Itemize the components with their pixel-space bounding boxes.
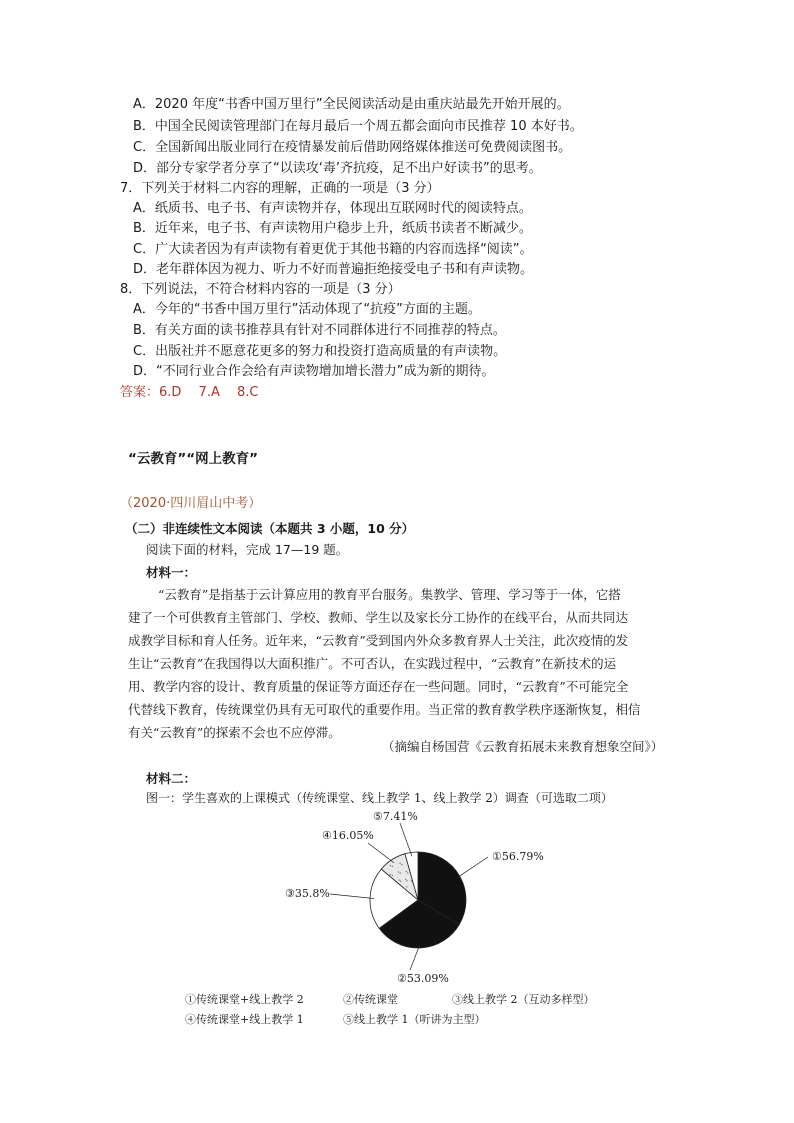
material1-line: “云教育”是指基于云计算应用的教育平台服务。集教学、管理、学习等于一体，它搭 xyxy=(158,587,621,602)
answer-key: 答案：6.D 7.A 8.C xyxy=(120,385,259,400)
q8-option-c: C．出版社并不愿意花更多的努力和投资打造高质量的有声读物。 xyxy=(133,344,507,359)
pie-slice-4-texture xyxy=(406,886,407,887)
q7-option-d: D．老年群体因为视力、听力不好而普遍拒绝接受电子书和有声读物。 xyxy=(133,262,534,277)
pie-label-3: ③35.8% xyxy=(285,887,330,900)
pie-leader-1 xyxy=(456,857,488,878)
pie-slice-4-texture xyxy=(404,888,405,889)
legend-item-4: ④传统课堂+线上教学 1 xyxy=(185,1013,304,1026)
material1-line: 代替线下教育，传统课堂仍具有无可取代的重要作用。当正常的教育教学秩序逐渐恢复，相信 xyxy=(128,702,641,717)
q8-stem: 8．下列说法，不符合材料内容的一项是（3 分） xyxy=(120,282,401,297)
pie-slice-4-texture xyxy=(399,863,400,864)
pie-chart xyxy=(260,805,560,990)
pie-slice-4-texture xyxy=(398,871,399,872)
pie-slice-4-texture xyxy=(400,881,401,882)
q8-option-a: A．今年的“书香中国万里行”活动体现了“抗疫”方面的主题。 xyxy=(133,302,481,317)
material1-citation: （摘编自杨国营《云教育拓展未来教育想象空间》） xyxy=(382,739,664,754)
material1-label: 材料一： xyxy=(146,565,197,580)
pie-slice-4-texture xyxy=(392,866,393,867)
material2-label: 材料二： xyxy=(146,771,197,786)
section-title: “云教育”“网上教育” xyxy=(128,451,258,467)
q6-option-d: D．部分专家学者分享了“以读攻‘毒’齐抗疫，足不出户好读书”的思考。 xyxy=(133,161,542,176)
pie-leader-4 xyxy=(368,843,394,863)
q7-option-b: B．近年来，电子书、有声读物用户稳步上升，纸质书读者不断减少。 xyxy=(133,221,532,236)
pie-slice-4-texture xyxy=(390,865,391,866)
legend-item-1: ①传统课堂+线上教学 2 xyxy=(185,993,304,1006)
pie-slice-4-texture xyxy=(401,864,402,865)
pie-label-1: ①56.79% xyxy=(492,850,544,863)
q7-option-a: A．纸质书、电子书、有声读物并存，体现出互联网时代的阅读特点。 xyxy=(133,201,532,216)
instruction: 阅读下面的材料，完成 17—19 题。 xyxy=(146,542,349,557)
q6-option-b: B．中国全民阅读管理部门在每月最后一个周五都会面向市民推荐 10 本好书。 xyxy=(133,119,583,134)
pie-label-2: ②53.09% xyxy=(397,972,449,985)
pie-slice-4-texture xyxy=(406,880,407,881)
material1-line: 成教学目标和育人任务。近年来，“云教育”受到国内外众多教育界人士关注，此次疫情的发 xyxy=(128,633,629,648)
section-subtitle: （二）非连续性文本阅读（本题共 3 小题，10 分） xyxy=(125,521,415,536)
pie-slice-4-texture xyxy=(390,874,391,875)
material1-line: 用、教学内容的设计、教育质量的保证等方面还存在一些问题。同时，“云教育”不可能完全 xyxy=(128,679,629,694)
material1-paragraph xyxy=(128,583,680,744)
figure-caption: 图一：学生喜欢的上课模式（传统课堂、线上教学 1、线上教学 2）调查（可选取二项） xyxy=(146,791,613,805)
pie-slice-4-texture xyxy=(398,880,399,881)
legend-item-2: ②传统课堂 xyxy=(343,993,398,1006)
material1-line: 有关“云教育”的探索不会也不应停滞。 xyxy=(128,725,341,740)
legend-item-5: ⑤线上教学 1（听讲为主型） xyxy=(343,1013,486,1026)
q7-stem: 7．下列关于材料二内容的理解，正确的一项是（3 分） xyxy=(120,181,440,196)
q8-option-b: B．有关方面的读书推荐具有针对不同群体进行不同推荐的特点。 xyxy=(133,323,506,338)
pie-label-5: ⑤7.41% xyxy=(373,810,418,823)
pie-slice-4-texture xyxy=(407,872,408,873)
q7-option-c: C．广大读者因为有声读物有着更优于其他书籍的内容而选择“阅读”。 xyxy=(133,242,533,257)
pie-leader-5 xyxy=(400,823,412,856)
pie-chart-svg xyxy=(260,805,560,990)
pie-slice-4-texture xyxy=(400,872,401,873)
pie-leader-3 xyxy=(330,894,374,898)
q6-option-c: C．全国新闻出版业同行在疫情暴发前后借助网络媒体推送可免费阅读图书。 xyxy=(133,140,572,155)
exam-source: （2020·四川眉山中考） xyxy=(120,496,262,511)
material1-line: 生让“云教育”在我国得以大面积推广。不可否认，在实践过程中，“云教育”在新技术的运 xyxy=(128,656,617,671)
pie-label-4: ④16.05% xyxy=(322,829,374,842)
pie-slice-4-texture xyxy=(406,871,407,872)
pie-slice-4-texture xyxy=(405,879,406,880)
material1-line: 建了一个可供教育主管部门、学校、教师、学生以及家长分工协作的在线平台，从而共同达 xyxy=(128,610,629,625)
q8-option-d: D．“不同行业合作会给有声读物增加增长潜力”成为新的期待。 xyxy=(133,364,495,379)
legend-item-3: ③线上教学 2（互动多样型） xyxy=(452,993,595,1006)
q6-option-a: A．2020 年度“书香中国万里行”全民阅读活动是由重庆站最先开始开展的。 xyxy=(133,97,570,112)
pie-slice-4-texture xyxy=(392,875,393,876)
